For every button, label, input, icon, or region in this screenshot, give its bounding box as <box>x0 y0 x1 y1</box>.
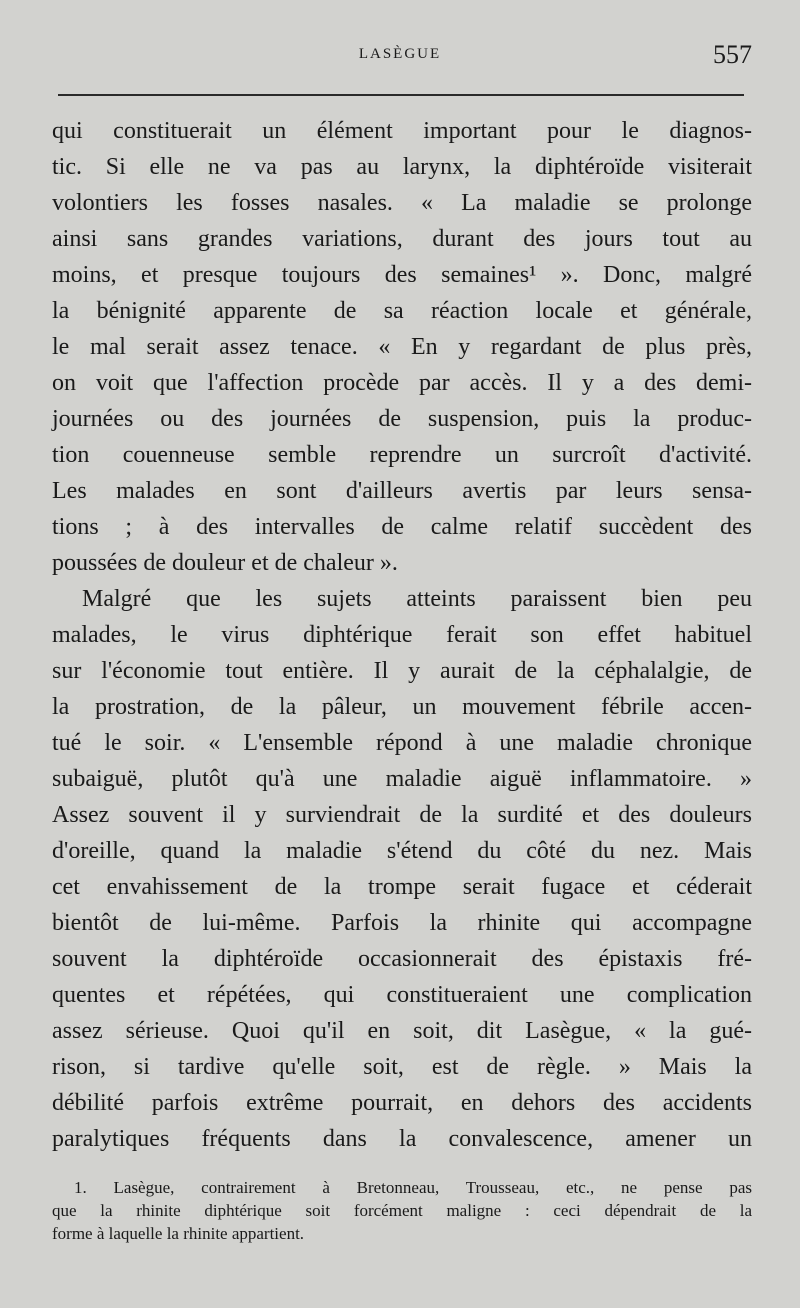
text-line: volontiers les fosses nasales. « La maladie se prolonge <box>52 190 752 216</box>
text-line: malades, le virus diphtérique ferait son effet habituel <box>52 622 752 648</box>
footnote <box>52 1176 752 1245</box>
text-line: poussées de douleur et de chaleur ». <box>52 550 398 576</box>
text-line: Les malades en sont d'ailleurs avertis par leurs sensa- <box>52 478 752 504</box>
text-line: on voit que l'affection procède par accès. Il y a des demi- <box>52 370 752 396</box>
text-line: d'oreille, quand la maladie s'étend du côté du nez. Mais <box>52 838 752 864</box>
text-line: assez sérieuse. Quoi qu'il en soit, dit Lasègue, « la gué- <box>52 1018 752 1044</box>
text-line: paralytiques fréquents dans la convalescence, amener un <box>52 1126 752 1152</box>
page-number: 557 <box>713 40 752 69</box>
body-text <box>52 113 752 1157</box>
text-line: la prostration, de la pâleur, un mouvement fébrile accen- <box>52 694 752 720</box>
text-line: tion couenneuse semble reprendre un surcroît d'activité. <box>52 442 752 468</box>
text-line: débilité parfois extrême pourrait, en dehors des accidents <box>52 1090 752 1116</box>
footnote-line: forme à laquelle la rhinite appartient. <box>52 1224 305 1243</box>
text-line: cet envahissement de la trompe serait fugace et céderait <box>52 874 752 900</box>
text-line: journées ou des journées de suspension, puis la produc- <box>52 406 752 432</box>
text-line: ainsi sans grandes variations, durant des jours tout au <box>52 226 752 252</box>
footnote-line: que la rhinite diphtérique soit forcément maligne : ceci dépendrait de la <box>52 1201 752 1220</box>
text-line: bientôt de lui-même. Parfois la rhinite qui accompagne <box>52 910 752 936</box>
text-line: Malgré que les sujets atteints paraissent bien peu <box>82 586 752 612</box>
text-line: souvent la diphtéroïde occasionnerait des épistaxis fré- <box>52 946 752 972</box>
text-line: Assez souvent il y surviendrait de la surdité et des douleurs <box>52 802 752 828</box>
running-title: LASÈGUE <box>358 46 442 62</box>
text-line: tic. Si elle ne va pas au larynx, la diphtéroïde visiterait <box>52 154 752 180</box>
text-line: quentes et répétées, qui constitueraient une complication <box>52 982 752 1008</box>
text-line: qui constituerait un élément important pour le diagnos- <box>52 118 752 144</box>
text-line: tions ; à des intervalles de calme relatif succèdent des <box>52 514 752 540</box>
text-line: rison, si tardive qu'elle soit, est de règle. » Mais la <box>52 1054 752 1080</box>
text-line: sur l'économie tout entière. Il y aurait de la céphalalgie, de <box>52 658 752 684</box>
text-line: la bénignité apparente de sa réaction locale et générale, <box>52 298 752 324</box>
text-line: le mal serait assez tenace. « En y regardant de plus près, <box>52 334 752 360</box>
text-line: moins, et presque toujours des semaines¹ ». Donc, malgré <box>52 262 752 288</box>
text-line: tué le soir. « L'ensemble répond à une maladie chronique <box>52 730 752 756</box>
running-head <box>0 40 800 74</box>
text-line: subaiguë, plutôt qu'à une maladie aiguë inflammatoire. » <box>52 766 752 792</box>
footnote-line: 1. Lasègue, contrairement à Bretonneau, Trousseau, etc., ne pense pas <box>74 1178 752 1197</box>
header-rule <box>58 94 744 96</box>
